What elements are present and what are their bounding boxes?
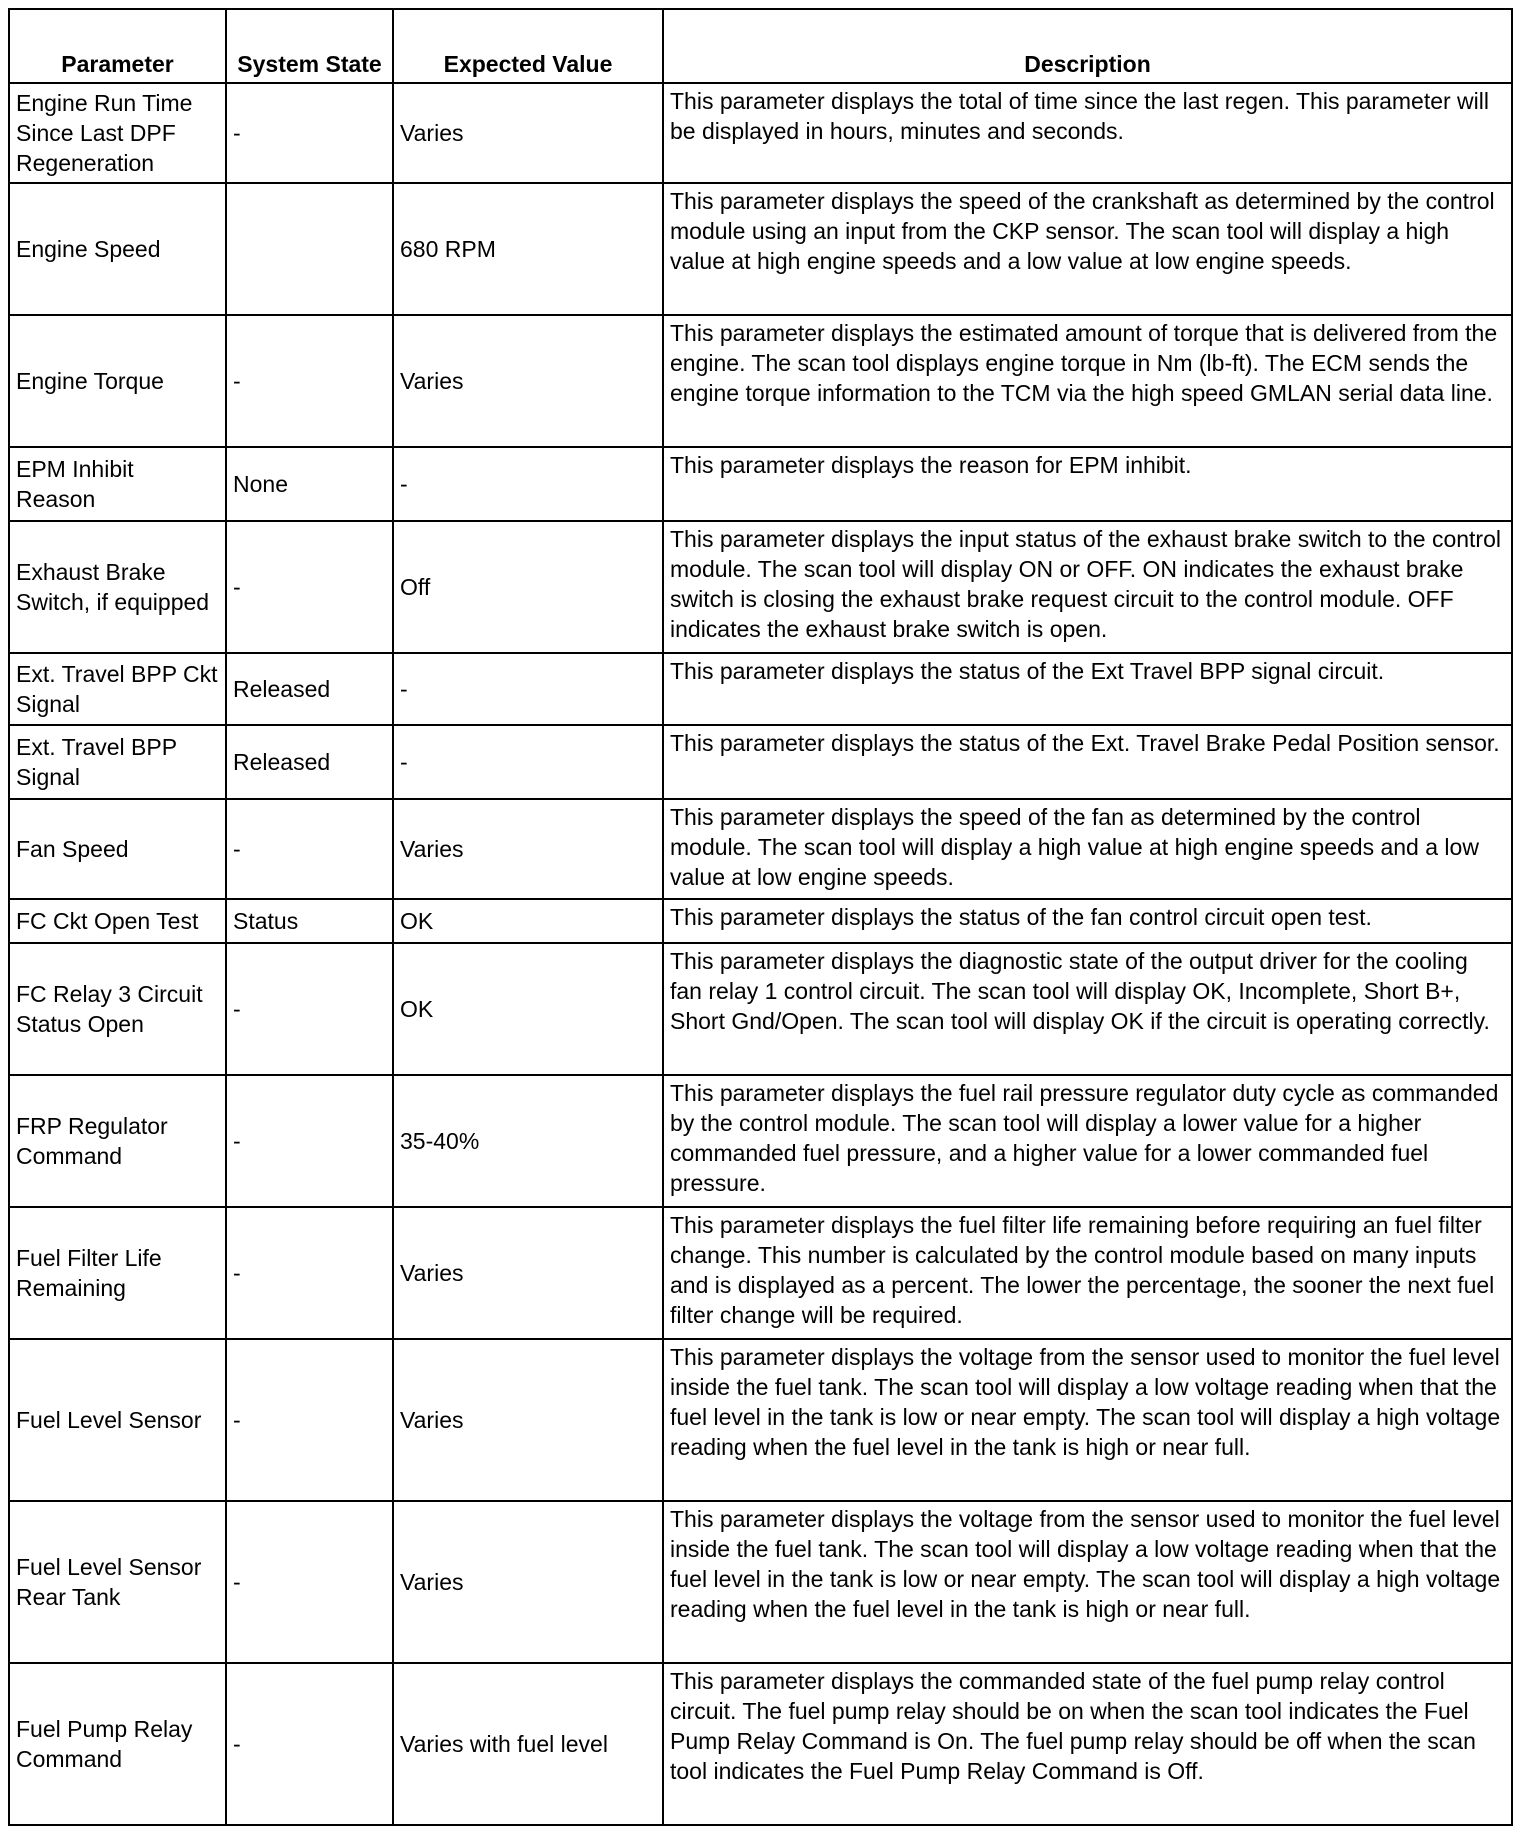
cell-description: This parameter displays the speed of the crankshaft as determined by the control module using an input from the CKP sensor. The scan tool will display a high value at high engine speeds and a low value at low engine speeds.: [663, 183, 1512, 315]
cell-parameter: Fuel Pump Relay Command: [9, 1663, 226, 1825]
cell-system-state: -: [226, 943, 393, 1075]
cell-description: This parameter displays the fuel rail pressure regulator duty cycle as commanded by the control module. The scan tool will display a lower value for a higher commanded fuel pressure, and a higher value for a lower commanded fuel pressure.: [663, 1075, 1512, 1207]
table-row: [9, 1663, 1512, 1825]
cell-system-state: -: [226, 83, 393, 183]
table-row: [9, 943, 1512, 1075]
table-row: [9, 899, 1512, 943]
cell-description: This parameter displays the status of the fan control circuit open test.: [663, 899, 1512, 943]
cell-system-state: -: [226, 1339, 393, 1501]
cell-expected-value: 680 RPM: [393, 183, 663, 315]
cell-description: This parameter displays the estimated amount of torque that is delivered from the engine. The scan tool displays engine torque in Nm (lb-ft). The ECM sends the engine torque information to the TCM via the high speed GMLAN serial data line.: [663, 315, 1512, 447]
cell-system-state: Released: [226, 725, 393, 799]
header-description: Description: [663, 9, 1512, 83]
cell-description: This parameter displays the total of time since the last regen. This parameter will be displayed in hours, minutes and seconds.: [663, 83, 1512, 183]
table-row: [9, 183, 1512, 315]
cell-system-state: -: [226, 315, 393, 447]
cell-system-state: -: [226, 1501, 393, 1663]
header-parameter: Parameter: [9, 9, 226, 83]
table-body: [9, 83, 1512, 1825]
table-row: [9, 1501, 1512, 1663]
cell-system-state: -: [226, 521, 393, 653]
cell-system-state: -: [226, 1663, 393, 1825]
table-row: [9, 315, 1512, 447]
cell-parameter: Ext. Travel BPP Ckt Signal: [9, 653, 226, 725]
cell-description: This parameter displays the speed of the fan as determined by the control module. The scan tool will display a high value at high engine speeds and a low value at low engine speeds.: [663, 799, 1512, 899]
cell-description: This parameter displays the commanded state of the fuel pump relay control circuit. The fuel pump relay should be on when the scan tool indicates the Fuel Pump Relay Command is On. The fuel pump relay should be off when the scan tool indicates the Fuel Pump Relay Command is Off.: [663, 1663, 1512, 1825]
cell-parameter: Engine Speed: [9, 183, 226, 315]
cell-parameter: Fuel Level Sensor: [9, 1339, 226, 1501]
cell-parameter: Fuel Filter Life Remaining: [9, 1207, 226, 1339]
cell-system-state: Released: [226, 653, 393, 725]
cell-expected-value: 35-40%: [393, 1075, 663, 1207]
cell-system-state: -: [226, 1075, 393, 1207]
cell-description: This parameter displays the input status of the exhaust brake switch to the control module. The scan tool will display ON or OFF. ON indicates the exhaust brake switch is closing the exhaust brake request circuit to the control module. OFF indicates the exhaust brake switch is open.: [663, 521, 1512, 653]
header-system-state: System State: [226, 9, 393, 83]
table-row: [9, 83, 1512, 183]
table-row: [9, 799, 1512, 899]
table-row: [9, 1207, 1512, 1339]
parameter-table: [8, 8, 1513, 1826]
cell-parameter: Ext. Travel BPP Signal: [9, 725, 226, 799]
table-row: [9, 521, 1512, 653]
cell-description: This parameter displays the voltage from the sensor used to monitor the fuel level inside the fuel tank. The scan tool will display a low voltage reading when that the fuel level in the tank is low or near empty. The scan tool will display a high voltage reading when the fuel level in the tank is high or near full.: [663, 1501, 1512, 1663]
cell-parameter: FC Relay 3 Circuit Status Open: [9, 943, 226, 1075]
table-header-row: [9, 9, 1512, 83]
cell-parameter: Engine Torque: [9, 315, 226, 447]
cell-expected-value: -: [393, 653, 663, 725]
cell-system-state: -: [226, 1207, 393, 1339]
cell-parameter: Engine Run Time Since Last DPF Regeneration: [9, 83, 226, 183]
table-row: [9, 1339, 1512, 1501]
cell-expected-value: Varies: [393, 315, 663, 447]
table-row: [9, 447, 1512, 521]
cell-parameter: FRP Regulator Command: [9, 1075, 226, 1207]
cell-expected-value: Off: [393, 521, 663, 653]
cell-system-state: [226, 183, 393, 315]
cell-expected-value: Varies with fuel level: [393, 1663, 663, 1825]
cell-expected-value: Varies: [393, 799, 663, 899]
cell-description: This parameter displays the fuel filter life remaining before requiring an fuel filter change. This number is calculated by the control module based on many inputs and is displayed as a percent. The lower the percentage, the sooner the next fuel filter change will be required.: [663, 1207, 1512, 1339]
cell-description: This parameter displays the status of the Ext. Travel Brake Pedal Position sensor.: [663, 725, 1512, 799]
cell-system-state: Status: [226, 899, 393, 943]
cell-system-state: -: [226, 799, 393, 899]
cell-expected-value: Varies: [393, 1501, 663, 1663]
cell-description: This parameter displays the voltage from the sensor used to monitor the fuel level inside the fuel tank. The scan tool will display a low voltage reading when that the fuel level in the tank is low or near empty. The scan tool will display a high voltage reading when the fuel level in the tank is high or near full.: [663, 1339, 1512, 1501]
header-expected-value: Expected Value: [393, 9, 663, 83]
cell-parameter: FC Ckt Open Test: [9, 899, 226, 943]
cell-expected-value: OK: [393, 899, 663, 943]
cell-parameter: Fuel Level Sensor Rear Tank: [9, 1501, 226, 1663]
cell-expected-value: -: [393, 447, 663, 521]
cell-description: This parameter displays the reason for EPM inhibit.: [663, 447, 1512, 521]
cell-expected-value: Varies: [393, 1339, 663, 1501]
cell-description: This parameter displays the diagnostic state of the output driver for the cooling fan relay 1 control circuit. The scan tool will display OK, Incomplete, Short B+, Short Gnd/Open. The scan tool will display OK if the circuit is operating correctly.: [663, 943, 1512, 1075]
cell-parameter: Fan Speed: [9, 799, 226, 899]
table-row: [9, 1075, 1512, 1207]
cell-parameter: EPM Inhibit Reason: [9, 447, 226, 521]
cell-expected-value: Varies: [393, 1207, 663, 1339]
cell-expected-value: OK: [393, 943, 663, 1075]
cell-expected-value: -: [393, 725, 663, 799]
table-row: [9, 725, 1512, 799]
cell-system-state: None: [226, 447, 393, 521]
cell-expected-value: Varies: [393, 83, 663, 183]
cell-parameter: Exhaust Brake Switch, if equipped: [9, 521, 226, 653]
table-row: [9, 653, 1512, 725]
cell-description: This parameter displays the status of the Ext Travel BPP signal circuit.: [663, 653, 1512, 725]
